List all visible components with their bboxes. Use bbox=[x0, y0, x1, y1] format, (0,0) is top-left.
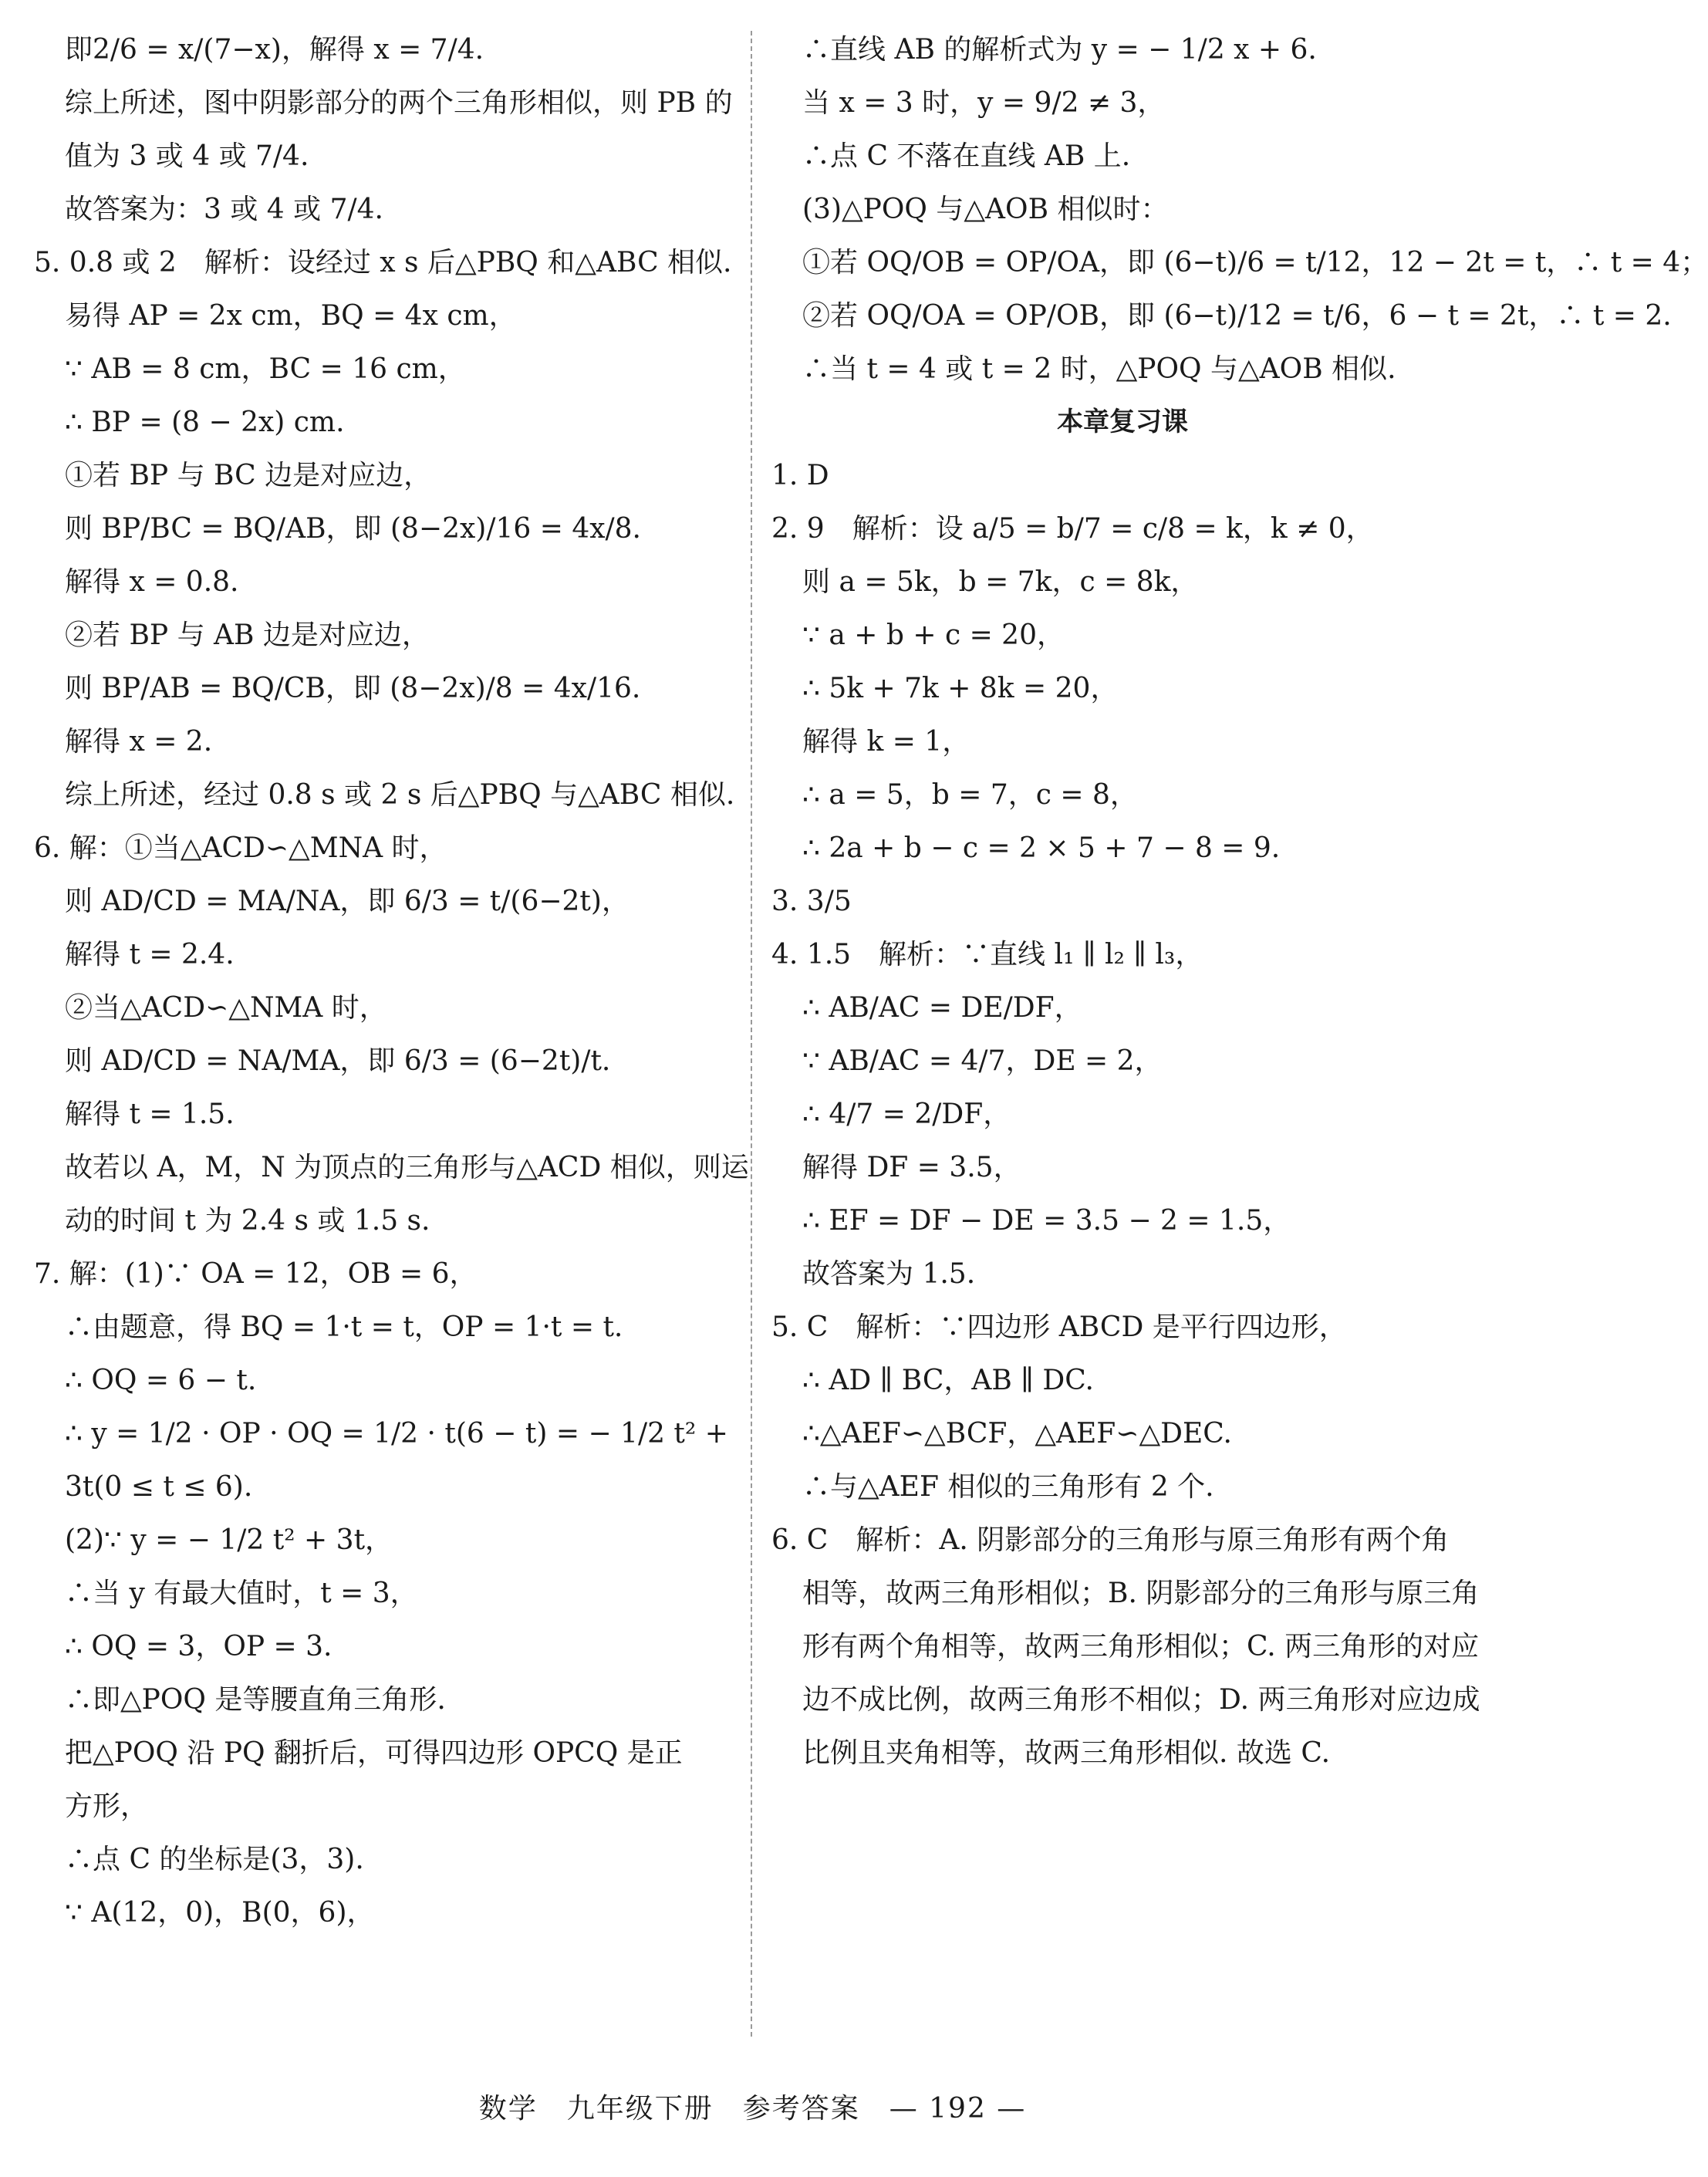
text-line: ∴由题意，得 BQ = 1·t = t，OP = 1·t = t. bbox=[65, 1311, 623, 1343]
text-line: 综上所述，经过 0.8 s 或 2 s 后△PBQ 与△ABC 相似. bbox=[65, 779, 735, 811]
text-line: ①若 OQ/OB = OP/OA，即 (6−t)/6 = t/12，12 − 2t = t，∴ t = 4； bbox=[802, 247, 1708, 278]
text-line: 比例且夹角相等，故两三角形相似. 故选 C. bbox=[802, 1737, 1331, 1769]
text-line: 解得 x = 0.8. bbox=[65, 566, 239, 598]
text-line: ②当△ACD∽△NMA 时， bbox=[65, 992, 387, 1024]
text-line: 则 BP/AB = BQ/CB，即 (8−2x)/8 = 4x/16. bbox=[65, 673, 641, 704]
text-line: ∴ EF = DF − DE = 3.5 − 2 = 1.5， bbox=[802, 1205, 1291, 1237]
text-line: ∴即△POQ 是等腰直角三角形. bbox=[65, 1684, 446, 1716]
text-line: 则 AD/CD = NA/MA，即 6/3 = (6−2t)/t. bbox=[65, 1045, 611, 1077]
text-line: 5. C 解析：∵四边形 ABCD 是平行四边形， bbox=[771, 1311, 1347, 1343]
text-line: 解得 t = 1.5. bbox=[65, 1099, 235, 1130]
text-line: ∴点 C 的坐标是(3，3). bbox=[65, 1844, 364, 1875]
text-line: 综上所述，图中阴影部分的两个三角形相似，则 PB 的 bbox=[65, 87, 733, 119]
text-line: 故若以 A，M，N 为顶点的三角形与△ACD 相似，则运 bbox=[65, 1152, 749, 1183]
text-line: 即2/6 = x/(7−x)，解得 x = 7/4. bbox=[65, 34, 484, 66]
text-line: 解得 DF = 3.5， bbox=[802, 1152, 1021, 1183]
text-line: 则 AD/CD = MA/NA，即 6/3 = t/(6−2t)， bbox=[65, 886, 630, 917]
text-line: 解得 k = 1， bbox=[802, 726, 970, 758]
left-column bbox=[34, 23, 749, 2038]
text-line: 6. 解：①当△ACD∽△MNA 时， bbox=[34, 832, 447, 864]
text-line: ∴当 y 有最大值时，t = 3， bbox=[65, 1578, 418, 1609]
text-line: ∴点 C 不落在直线 AB 上. bbox=[802, 140, 1131, 172]
text-line: ∴ 2a + b − c = 2 × 5 + 7 − 8 = 9. bbox=[802, 832, 1281, 864]
page-footer: 数学 九年级下册 参考答案 — 192 — bbox=[478, 2093, 1027, 2125]
text-line: ∴ 5k + 7k + 8k = 20， bbox=[802, 673, 1119, 704]
text-line: 方形， bbox=[65, 1791, 149, 1822]
text-line: 值为 3 或 4 或 7/4. bbox=[65, 140, 309, 172]
text-line: 2. 9 解析：设 a/5 = b/7 = c/8 = k，k ≠ 0， bbox=[771, 513, 1374, 545]
text-line: (3)△POQ 与△AOB 相似时： bbox=[802, 194, 1169, 225]
text-line: 动的时间 t 为 2.4 s 或 1.5 s. bbox=[65, 1205, 430, 1237]
text-line: ∴ AB/AC = DE/DF， bbox=[802, 992, 1082, 1024]
text-line: ∴与△AEF 相似的三角形有 2 个. bbox=[802, 1471, 1214, 1503]
text-line: 形有两个角相等，故两三角形相似；C. 两三角形的对应 bbox=[802, 1631, 1480, 1662]
text-line: 4. 1.5 解析：∵直线 l₁ ∥ l₂ ∥ l₃， bbox=[771, 939, 1203, 970]
text-line: 故答案为 1.5. bbox=[802, 1258, 976, 1290]
text-line: ∴当 t = 4 或 t = 2 时，△POQ 与△AOB 相似. bbox=[802, 353, 1396, 385]
text-line: ∴直线 AB 的解析式为 y = − 1/2 x + 6. bbox=[802, 34, 1317, 66]
text-line: ∴ a = 5，b = 7，c = 8， bbox=[802, 779, 1138, 811]
text-line: ∴ 4/7 = 2/DF， bbox=[802, 1099, 1011, 1130]
text-line: ∴△AEF∽△BCF，△AEF∽△DEC. bbox=[802, 1418, 1232, 1450]
text-line: 6. C 解析：A. 阴影部分的三角形与原三角形有两个角 bbox=[771, 1524, 1450, 1556]
text-line: 5. 0.8 或 2 解析：设经过 x s 后△PBQ 和△ABC 相似. bbox=[34, 247, 732, 278]
text-line: 3t(0 ≤ t ≤ 6). bbox=[65, 1471, 253, 1503]
text-line: 把△POQ 沿 PQ 翻折后，可得四边形 OPCQ 是正 bbox=[65, 1737, 683, 1769]
text-line: ②若 OQ/OA = OP/OB，即 (6−t)/12 = t/6，6 − t = 2t，∴ t = 2. bbox=[802, 300, 1672, 332]
text-line: ∴ BP = (8 − 2x) cm. bbox=[65, 407, 345, 438]
text-line: ∴ y = 1/2 · OP · OQ = 1/2 · t(6 − t) = − 1/2 t² + bbox=[65, 1418, 728, 1450]
section-heading: 本章复习课 bbox=[1057, 407, 1188, 437]
text-line: 则 a = 5k，b = 7k，c = 8k， bbox=[802, 566, 1199, 598]
text-line: ②若 BP 与 AB 边是对应边， bbox=[65, 619, 430, 651]
text-line: 当 x = 3 时，y = 9/2 ≠ 3， bbox=[802, 87, 1166, 119]
text-line: ∵ AB = 8 cm，BC = 16 cm， bbox=[65, 353, 466, 385]
text-line: 解得 x = 2. bbox=[65, 726, 213, 758]
text-line: 故答案为：3 或 4 或 7/4. bbox=[65, 194, 383, 225]
text-line: ①若 BP 与 BC 边是对应边， bbox=[65, 460, 432, 491]
text-line: ∵ AB/AC = 4/7，DE = 2， bbox=[802, 1045, 1163, 1077]
text-line: 解得 t = 2.4. bbox=[65, 939, 235, 970]
text-line: ∴ OQ = 6 − t. bbox=[65, 1365, 257, 1396]
text-line: 相等，故两三角形相似；B. 阴影部分的三角形与原三角 bbox=[802, 1578, 1480, 1609]
column-divider bbox=[751, 31, 752, 2037]
text-line: 3. 3/5 bbox=[771, 886, 852, 917]
text-line: ∵ A(12，0)，B(0，6)， bbox=[65, 1897, 375, 1929]
text-line: 7. 解：(1)∵ OA = 12，OB = 6， bbox=[34, 1258, 478, 1290]
text-line: ∴ OQ = 3，OP = 3. bbox=[65, 1631, 332, 1662]
text-line: (2)∵ y = − 1/2 t² + 3t， bbox=[65, 1524, 393, 1556]
text-line: ∵ a + b + c = 20， bbox=[802, 619, 1065, 651]
text-line: 边不成比例，故两三角形不相似；D. 两三角形对应边成 bbox=[802, 1684, 1480, 1716]
right-column bbox=[771, 23, 1708, 2038]
text-line: ∴ AD ∥ BC，AB ∥ DC. bbox=[802, 1365, 1094, 1396]
text-line: 1. D bbox=[771, 460, 829, 491]
text-line: 则 BP/BC = BQ/AB，即 (8−2x)/16 = 4x/8. bbox=[65, 513, 641, 545]
text-line: 易得 AP = 2x cm，BQ = 4x cm， bbox=[65, 300, 517, 332]
